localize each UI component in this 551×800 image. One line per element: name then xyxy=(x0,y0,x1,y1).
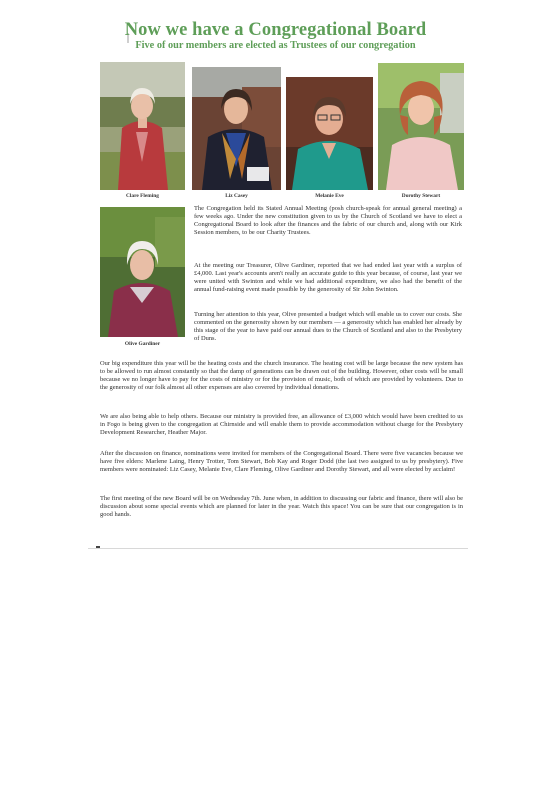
article-paragraph-2: At the meeting our Treasurer, Olive Gardiner, reported that we had ended last year with a surplus of £4,000. Last year's accounts aren't really an accurate guide to this year because, of course, last year we were united with Swinton and while we had additional expenditure, we also had the benefit of the annual fund-raising event made possible by the generosity of Sir John Swinton. xyxy=(194,262,462,294)
article-paragraph-5: We are also being able to help others. Because our ministry is provided free, an allowance of £3,000 which would have been credited to us in Fogo is being given to the congregation at Chirnside and will enable them to provide accommodation without charge for the Presbytery Development Researcher, Heather Major. xyxy=(100,413,463,437)
article-paragraph-7: The first meeting of the new Board will be on Wednesday 7th. June when, in addition to discussing our fabric and finance, there will also be discussion about some special events which are planned for later in the year. Watch this space! You can be sure that our congregation is in good hands. xyxy=(100,495,463,519)
article-paragraph-1: The Congregation held its Stated Annual Meeting (posh church-speak for annual general meeting) a few weeks ago. Under the new constitution given to us by the Church of Scotland we have to elect a Congregational Board to look after the finances and the fabric of our church and, along with our Kirk Session members, to be our Charity Trustees. xyxy=(194,205,462,237)
caption-olive-gardiner: Olive Gardiner xyxy=(124,341,161,347)
photo-melanie-eve xyxy=(286,77,373,190)
photo-olive-gardiner xyxy=(100,207,185,337)
article-paragraph-3: Turning her attention to this year, Olive presented a budget which will enable us to cover our costs. She commented on the generosity shown by our members — a generosity which has enabled her already by this stage of the year to have paid our annual dues to the Church of Scotland and also to the Presbytery of Duns. xyxy=(194,311,462,343)
caption-dorothy-stewart: Dorothy Stewart xyxy=(401,193,441,199)
page-title: Now we have a Congregational Board xyxy=(124,20,427,40)
photo-clare-fleming xyxy=(100,62,185,190)
scan-mark xyxy=(96,546,100,548)
photo-liz-casey xyxy=(192,67,281,190)
caption-melanie-eve: Melanie Eve xyxy=(315,193,344,199)
caption-clare-fleming: Clare Fleming xyxy=(126,193,159,199)
page-edge-line xyxy=(88,548,468,549)
caption-liz-casey: Liz Casey xyxy=(225,193,248,199)
photo-dorothy-stewart xyxy=(378,63,464,190)
article-paragraph-6: After the discussion on finance, nominations were invited for members of the Congregational Board. There were five vacancies because we have five elders: Marlene Laing, Henry Trotter, Tom Stewart, Bob Kay and Roger Dodd (the last two assigned to us by presbytery). Five members were nominated: Liz Casey, Melanie Eve, Clare Fleming, Olive Gardiner and Dorothy Stewart, and all were elected by acclaim! xyxy=(100,450,463,474)
article-paragraph-4: Our big expenditure this year will be the heating costs and the church insurance. The heating cost will be large because the new system has to be allowed to run almost constantly so that the damp of generations can be drawn out of the building. However, other costs will be small because we no longer have to pay for the costs of ministry or for the provision of music, both of which are provided by volunteers. Due to the generosity of our folk almost all other expenses are also covered by individual donations. xyxy=(100,360,463,392)
page-subtitle: Five of our members are elected as Trustees of our congregation xyxy=(135,40,416,51)
